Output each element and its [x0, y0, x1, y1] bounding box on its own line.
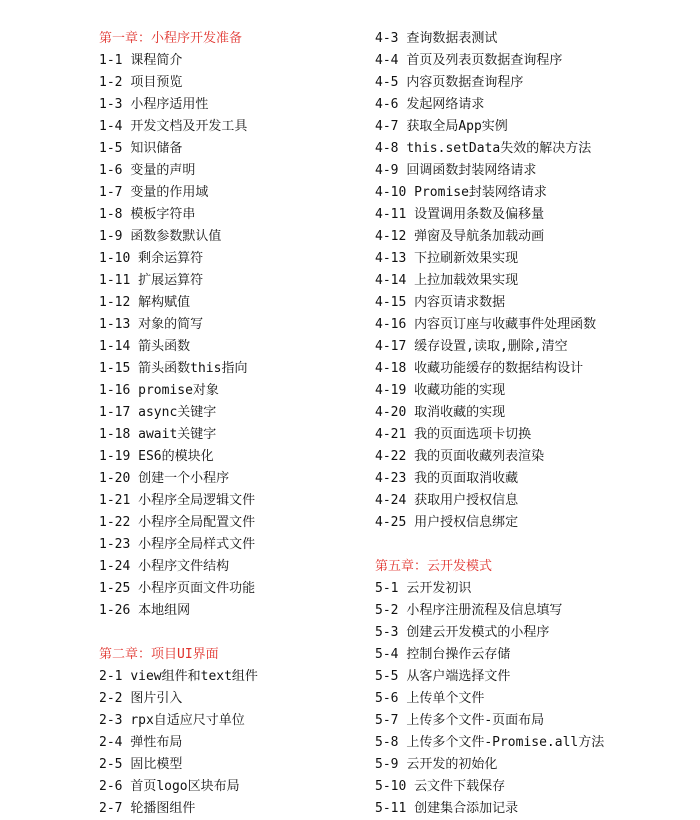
lesson-title: 课程简介 — [130, 53, 183, 68]
chapter-heading: 第二章：项目UI界面 — [99, 647, 219, 662]
lesson-number: 2-3 — [99, 713, 123, 728]
lesson-title: 创建一个小程序 — [138, 471, 230, 486]
lesson-title: 获取全局App实例 — [406, 119, 508, 134]
lesson-title: 首页及列表页数据查询程序 — [406, 53, 563, 68]
lesson-item — [99, 160, 389, 182]
lesson-item — [375, 512, 665, 534]
lesson-title: 创建集合添加记录 — [414, 801, 519, 816]
lesson-title: 小程序文件结构 — [138, 559, 230, 574]
lesson-title: 弹窗及导航条加载动画 — [414, 229, 545, 244]
lesson-item — [375, 402, 665, 424]
lesson-number: 1-19 — [99, 449, 131, 464]
lesson-title: 首页logo区块布局 — [130, 779, 240, 794]
lesson-number: 4-6 — [375, 97, 399, 112]
lesson-title: 用户授权信息绑定 — [414, 515, 519, 530]
lesson-number: 4-3 — [375, 31, 399, 46]
lesson-number: 4-20 — [375, 405, 407, 420]
lesson-item — [99, 358, 389, 380]
lesson-title: 小程序页面文件功能 — [138, 581, 256, 596]
lesson-number: 1-22 — [99, 515, 131, 530]
lesson-number: 1-6 — [99, 163, 123, 178]
lesson-number: 5-6 — [375, 691, 399, 706]
lesson-item — [99, 314, 389, 336]
lesson-item — [375, 336, 665, 358]
lesson-item — [375, 72, 665, 94]
lesson-number: 4-13 — [375, 251, 407, 266]
lesson-item — [99, 336, 389, 358]
lesson-number: 1-11 — [99, 273, 131, 288]
lesson-title: 控制台操作云存储 — [406, 647, 511, 662]
lesson-number: 2-7 — [99, 801, 123, 816]
lesson-item — [99, 468, 389, 490]
lesson-title: 发起网络请求 — [406, 97, 485, 112]
lesson-title: 缓存设置,读取,删除,清空 — [414, 339, 568, 354]
lesson-title: 箭头函数this指向 — [138, 361, 248, 376]
lesson-number: 5-5 — [375, 669, 399, 684]
lesson-title: this.setData失效的解决方法 — [406, 141, 592, 156]
lesson-title: 小程序全局逻辑文件 — [138, 493, 256, 508]
lesson-title: 云文件下载保存 — [414, 779, 506, 794]
lesson-item — [375, 182, 665, 204]
lesson-item — [99, 138, 389, 160]
lesson-title: 弹性布局 — [130, 735, 183, 750]
lesson-number: 1-10 — [99, 251, 131, 266]
lesson-title: 获取用户授权信息 — [414, 493, 519, 508]
chapter-spacer — [375, 534, 665, 556]
lesson-item — [99, 50, 389, 72]
lesson-item — [375, 468, 665, 490]
lesson-item — [375, 270, 665, 292]
lesson-number: 4-10 — [375, 185, 407, 200]
lesson-item — [99, 424, 389, 446]
lesson-item — [99, 292, 389, 314]
lesson-item — [375, 490, 665, 512]
lesson-title: 变量的声明 — [130, 163, 196, 178]
lesson-item — [375, 138, 665, 160]
lesson-title: 函数参数默认值 — [130, 229, 222, 244]
lesson-number: 4-21 — [375, 427, 407, 442]
lesson-item — [375, 446, 665, 468]
lesson-item — [99, 710, 389, 732]
lesson-title: async关键字 — [138, 405, 217, 420]
lesson-number: 5-9 — [375, 757, 399, 772]
lesson-number: 1-14 — [99, 339, 131, 354]
lesson-title: 小程序全局样式文件 — [138, 537, 256, 552]
lesson-number: 4-8 — [375, 141, 399, 156]
lesson-number: 2-6 — [99, 779, 123, 794]
lesson-item — [375, 424, 665, 446]
lesson-title: 内容页请求数据 — [414, 295, 506, 310]
lesson-title: promise对象 — [138, 383, 219, 398]
lesson-number: 1-9 — [99, 229, 123, 244]
lesson-number: 1-5 — [99, 141, 123, 156]
lesson-title: 轮播图组件 — [130, 801, 196, 816]
lesson-title: 上传多个文件-页面布局 — [406, 713, 545, 728]
lesson-number: 2-4 — [99, 735, 123, 750]
lesson-item — [99, 72, 389, 94]
lesson-title: rpx自适应尺寸单位 — [130, 713, 245, 728]
lesson-item — [99, 556, 389, 578]
lesson-item — [375, 314, 665, 336]
lesson-title: 对象的简写 — [138, 317, 204, 332]
lesson-item — [99, 94, 389, 116]
lesson-item — [375, 226, 665, 248]
lesson-title: ES6的模块化 — [138, 449, 214, 464]
lesson-number: 1-4 — [99, 119, 123, 134]
lesson-title: 小程序注册流程及信息填写 — [406, 603, 563, 618]
lesson-number: 4-12 — [375, 229, 407, 244]
lesson-title: 解构赋值 — [138, 295, 191, 310]
lesson-number: 1-2 — [99, 75, 123, 90]
lesson-number: 4-23 — [375, 471, 407, 486]
lesson-item — [375, 600, 665, 622]
lesson-number: 5-4 — [375, 647, 399, 662]
lesson-item — [99, 578, 389, 600]
lesson-title: 回调函数封装网络请求 — [406, 163, 537, 178]
lesson-title: 我的页面收藏列表渲染 — [414, 449, 545, 464]
lesson-item — [99, 512, 389, 534]
lesson-title: 小程序全局配置文件 — [138, 515, 256, 530]
course-outline-left-column — [99, 28, 389, 820]
lesson-item — [375, 94, 665, 116]
lesson-title: 我的页面选项卡切换 — [414, 427, 532, 442]
lesson-number: 1-24 — [99, 559, 131, 574]
lesson-number: 5-2 — [375, 603, 399, 618]
lesson-number: 5-3 — [375, 625, 399, 640]
lesson-title: 模板字符串 — [130, 207, 196, 222]
lesson-item — [375, 688, 665, 710]
lesson-title: await关键字 — [138, 427, 217, 442]
lesson-title: 知识储备 — [130, 141, 183, 156]
lesson-number: 4-17 — [375, 339, 407, 354]
lesson-item — [375, 776, 665, 798]
lesson-item — [375, 50, 665, 72]
lesson-title: 查询数据表测试 — [406, 31, 498, 46]
lesson-item — [99, 666, 389, 688]
lesson-item — [99, 380, 389, 402]
lesson-number: 1-23 — [99, 537, 131, 552]
lesson-number: 4-9 — [375, 163, 399, 178]
lesson-title: 本地组网 — [138, 603, 191, 618]
lesson-number: 5-1 — [375, 581, 399, 596]
lesson-title: 创建云开发模式的小程序 — [406, 625, 550, 640]
lesson-item — [99, 182, 389, 204]
lesson-title: 内容页订座与收藏事件处理函数 — [414, 317, 597, 332]
lesson-number: 1-17 — [99, 405, 131, 420]
lesson-number: 1-16 — [99, 383, 131, 398]
lesson-number: 4-18 — [375, 361, 407, 376]
lesson-item — [375, 28, 665, 50]
lesson-item — [375, 358, 665, 380]
lesson-item — [375, 754, 665, 776]
lesson-number: 1-18 — [99, 427, 131, 442]
lesson-number: 1-26 — [99, 603, 131, 618]
lesson-number: 1-1 — [99, 53, 123, 68]
lesson-title: 收藏功能的实现 — [414, 383, 506, 398]
lesson-item — [99, 270, 389, 292]
lesson-number: 5-11 — [375, 801, 407, 816]
lesson-item — [375, 380, 665, 402]
lesson-title: 上传多个文件-Promise.all方法 — [406, 735, 605, 750]
lesson-item — [99, 248, 389, 270]
lesson-item — [99, 776, 389, 798]
lesson-title: view组件和text组件 — [130, 669, 258, 684]
lesson-title: 项目预览 — [130, 75, 183, 90]
lesson-title: 取消收藏的实现 — [414, 405, 506, 420]
lesson-number: 1-7 — [99, 185, 123, 200]
lesson-item — [375, 798, 665, 820]
lesson-title: 我的页面取消收藏 — [414, 471, 519, 486]
lesson-item — [99, 732, 389, 754]
lesson-item — [99, 402, 389, 424]
chapter-spacer — [99, 622, 389, 644]
lesson-number: 4-7 — [375, 119, 399, 134]
lesson-item — [375, 578, 665, 600]
lesson-number: 4-22 — [375, 449, 407, 464]
chapter-heading: 第一章：小程序开发准备 — [99, 31, 243, 46]
lesson-number: 1-13 — [99, 317, 131, 332]
lesson-title: 扩展运算符 — [138, 273, 204, 288]
lesson-title: 开发文档及开发工具 — [130, 119, 248, 134]
lesson-number: 1-3 — [99, 97, 123, 112]
lesson-item — [375, 732, 665, 754]
lesson-title: 设置调用条数及偏移量 — [414, 207, 545, 222]
lesson-item — [99, 798, 389, 820]
lesson-item — [99, 688, 389, 710]
lesson-title: 从客户端选择文件 — [406, 669, 511, 684]
lesson-title: 上拉加载效果实现 — [414, 273, 519, 288]
lesson-title: 收藏功能缓存的数据结构设计 — [414, 361, 584, 376]
lesson-title: 下拉刷新效果实现 — [414, 251, 519, 266]
lesson-item — [375, 204, 665, 226]
lesson-number: 5-7 — [375, 713, 399, 728]
lesson-title: 箭头函数 — [138, 339, 191, 354]
lesson-item — [99, 446, 389, 468]
lesson-item — [99, 754, 389, 776]
chapter-heading: 第五章：云开发模式 — [375, 559, 493, 574]
lesson-title: 固比模型 — [130, 757, 183, 772]
lesson-title: 上传单个文件 — [406, 691, 485, 706]
lesson-number: 4-11 — [375, 207, 407, 222]
lesson-item — [99, 204, 389, 226]
lesson-number: 4-14 — [375, 273, 407, 288]
lesson-title: Promise封装网络请求 — [414, 185, 547, 200]
lesson-title: 图片引入 — [130, 691, 183, 706]
lesson-item — [99, 116, 389, 138]
lesson-number: 4-4 — [375, 53, 399, 68]
lesson-number: 1-21 — [99, 493, 131, 508]
lesson-number: 4-25 — [375, 515, 407, 530]
lesson-item — [99, 600, 389, 622]
lesson-title: 内容页数据查询程序 — [406, 75, 524, 90]
lesson-number: 1-25 — [99, 581, 131, 596]
lesson-number: 2-2 — [99, 691, 123, 706]
lesson-number: 1-12 — [99, 295, 131, 310]
lesson-number: 1-15 — [99, 361, 131, 376]
lesson-title: 剩余运算符 — [138, 251, 204, 266]
lesson-item — [375, 710, 665, 732]
lesson-number: 2-1 — [99, 669, 123, 684]
lesson-number: 1-8 — [99, 207, 123, 222]
lesson-item — [375, 622, 665, 644]
lesson-number: 5-10 — [375, 779, 407, 794]
lesson-item — [375, 644, 665, 666]
lesson-item — [375, 160, 665, 182]
lesson-number: 4-15 — [375, 295, 407, 310]
lesson-number: 1-20 — [99, 471, 131, 486]
lesson-item — [375, 248, 665, 270]
lesson-number: 2-5 — [99, 757, 123, 772]
lesson-item — [375, 292, 665, 314]
lesson-item — [99, 534, 389, 556]
course-outline-right-column — [375, 28, 665, 820]
lesson-item — [99, 490, 389, 512]
lesson-number: 4-24 — [375, 493, 407, 508]
lesson-item — [99, 226, 389, 248]
lesson-title: 小程序适用性 — [130, 97, 209, 112]
lesson-item — [375, 666, 665, 688]
lesson-title: 云开发的初始化 — [406, 757, 498, 772]
lesson-number: 4-16 — [375, 317, 407, 332]
lesson-number: 4-5 — [375, 75, 399, 90]
lesson-number: 5-8 — [375, 735, 399, 750]
lesson-title: 变量的作用域 — [130, 185, 209, 200]
lesson-item — [375, 116, 665, 138]
lesson-title: 云开发初识 — [406, 581, 472, 596]
lesson-number: 4-19 — [375, 383, 407, 398]
